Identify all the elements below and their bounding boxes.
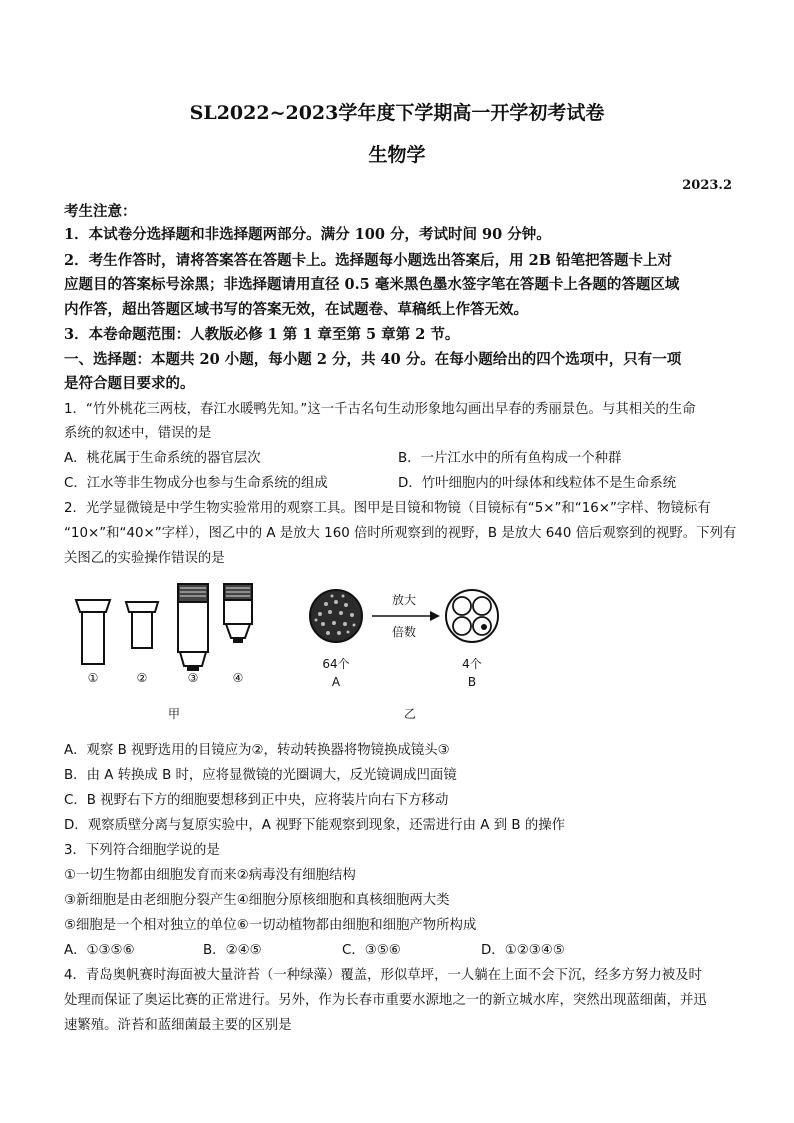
section-heading-line-1: 一、选择题：本题共 20 小题，每小题 2 分，共 40 分。在每小题给出的四个选项中，只有一项 [64,351,682,368]
q4-stem-line-1: 4．青岛奥帆赛时海面被大量浒苔（一种绿藻）覆盖，形似草坪，一人躺在上面不会下沉，经多方努力被及时 [64,968,702,983]
lens-label-2: ② [136,671,148,685]
q3-statement-1: ①一切生物都由细胞发育而来②病毒没有细胞结构 [64,868,356,883]
lens-2-eyepiece-icon [126,602,158,648]
q1-stem-line-1: 1．“竹外桃花三两枝，春江水暖鸭先知。”这一千古名句生动形象地勾画出早春的秀丽景色。与其相关的生命 [64,402,696,417]
notice-item-2-line-1: 2．考生作答时，请将答案答在答题卡上。选择题每小题选出答案后，用 2B 铅笔把答题卡上对 [64,252,673,269]
notice-heading: 考生注意： [64,203,137,220]
figure-yi-label: 乙 [403,707,417,721]
q3-option-c: C．③⑤⑥ [342,943,401,958]
q3-statement-3: ⑤细胞是一个相对独立的单位⑥一切动植物都由细胞和细胞产物所构成 [64,918,477,933]
q1-option-b: B．一片江水中的所有鱼构成一个种群 [398,451,622,466]
q3-statement-2: ③新细胞是由老细胞分裂产生④细胞分原核细胞和真核细胞两大类 [64,893,450,908]
q3-option-a: A．①③⑤⑥ [64,943,135,958]
arrow-label-top: 放大 [391,593,417,607]
view-b-four-cells [446,590,498,642]
exam-date: 2023.2 [682,178,732,193]
q2-option-d: D．观察质壁分离与复原实验中，A 视野下能观察到现象，还需进行由 A 到 B 的操作 [64,818,565,833]
view-b-label: B [467,675,477,689]
lens-4-objective-icon [224,584,252,642]
view-a-dense-cells [310,590,362,642]
view-a-count: 64个 [322,657,350,671]
microscope-figure [64,578,584,728]
notice-item-2-line-2: 应题目的答案标号涂黑；非选择题请用直径 0.5 毫米黑色墨水签字笔在答题卡上各题的答题区域 [64,276,680,293]
q2-stem-line-2: “10×”和“40×”字样），图乙中的 A 是放大 160 倍时所观察到的视野，B 是放大 640 倍后观察到的视野。下列有 [64,526,737,541]
q4-stem-line-3: 速繁殖。浒苔和蓝细菌最主要的区别是 [64,1018,292,1033]
q4-stem-line-2: 处理而保证了奥运比赛的正常进行。另外，作为长春市重要水源地之一的新立城水库，突然出现蓝细菌，并迅 [64,993,707,1008]
q1-option-c: C．江水等非生物成分也参与生命系统的组成 [64,476,328,491]
lens-label-4: ④ [232,671,244,685]
q3-option-d: D．①②③④⑤ [481,943,565,958]
q2-stem-line-1: 2．光学显微镜是中学生物实验常用的观察工具。图甲是目镜和物镜（目镜标有“5×”和“16×”字样、物镜标有 [64,501,711,516]
q2-option-c: C．B 视野右下方的细胞要想移到正中央，应将装片向右下方移动 [64,793,449,808]
q2-option-a: A．观察 B 视野选用的目镜应为②，转动转换器将物镜换成镜头③ [64,743,450,758]
lens-label-1: ① [87,671,99,685]
notice-item-2-line-3: 内作答，超出答题区域书写的答案无效，在试题卷、草稿纸上作答无效。 [64,301,528,318]
q1-option-d: D．竹叶细胞内的叶绿体和线粒体不是生命系统 [398,476,677,491]
q2-option-b: B．由 A 转换成 B 时，应将显微镜的光圈调大，反光镜调成凹面镜 [64,768,457,783]
q1-stem-line-2: 系统的叙述中，错误的是 [64,426,212,441]
view-b-count: 4个 [462,657,482,671]
view-a-label: A [331,675,341,689]
subject-title: 生物学 [368,144,426,166]
magnify-arrow-icon [372,611,440,621]
q2-stem-line-3: 关图乙的实验操作错误的是 [64,551,225,566]
q3-stem: 3．下列符合细胞学说的是 [64,843,220,858]
notice-item-3: 3．本卷命题范围：人教版必修 1 第 1 章至第 5 章第 2 节。 [64,326,460,343]
lens-3-objective-icon [178,584,208,670]
section-heading-line-2: 是符合题目要求的。 [64,375,195,392]
exam-title: SL2022~2023学年度下学期高一开学初考试卷 [189,102,605,124]
figure-jia-label: 甲 [167,707,181,721]
lens-label-3: ③ [187,671,199,685]
lens-1-eyepiece-icon [76,600,110,664]
notice-item-1: 1．本试卷分选择题和非选择题两部分。满分 100 分，考试时间 90 分钟。 [64,226,551,243]
q3-option-b: B．②④⑤ [203,943,262,958]
arrow-label-bottom: 倍数 [391,625,417,639]
q1-option-a: A．桃花属于生命系统的器官层次 [64,451,261,466]
